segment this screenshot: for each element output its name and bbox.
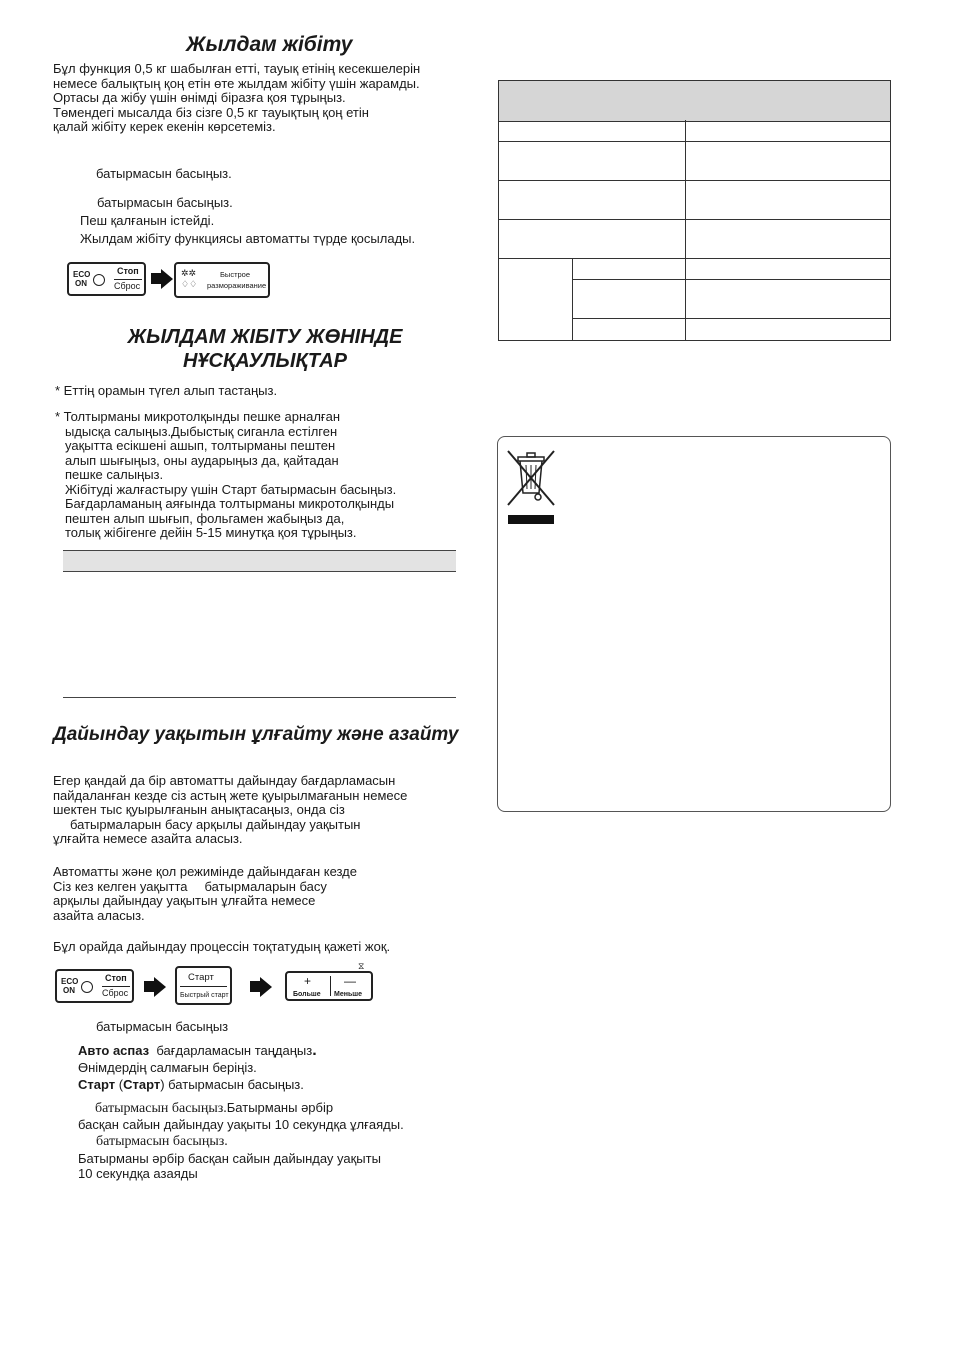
step-2: батырмасын басыңыз.: [97, 195, 233, 210]
intro-line: қалай жібіту керек екенін көрсетеміз.: [53, 119, 276, 134]
intro-text: [53, 62, 420, 135]
step2-4: Старт (Старт) батырмасын басыңыз.: [78, 1077, 304, 1092]
arrow-head: [161, 269, 173, 289]
step2-6: батырмасын басыңыз.: [96, 1134, 228, 1149]
step-3: Пеш қалғанын істейді.: [80, 213, 215, 228]
paragraph-1: Егер қандай да бір автоматты дайындау бағдарламасын пайдаланған кезде сіз астың жете қуырылмағанын немесе шектен тыс қуырылғанын анықтасаңыз, онда сіз батырмаларын басу арқылы дайындау уақытын ұлғайта немесе азайта аласыз.: [53, 773, 408, 846]
drop-icon: ♢♢: [181, 279, 198, 289]
quick-defrost-button-icon: ✲✲ ♢♢ Быстрое размораживание: [174, 262, 270, 298]
instructions-title: ЖЫЛДАМ ЖІБІТУ ЖӨНІНДЕ НҰСҚАУЛЫҚТАР: [127, 326, 403, 372]
note-1: * Еттің орамын түгел алып тастаңыз.: [55, 383, 278, 398]
paragraph-3: Бұл орайда дайындау процессін тоқтатудың қажеті жоқ.: [53, 939, 391, 954]
table-col-rule: [572, 258, 573, 341]
step2-5: батырмасын басыңыз.Батырманы әрбір: [95, 1100, 334, 1116]
table-rule: [498, 141, 891, 142]
crossed-bin-icon: [504, 447, 558, 527]
step2-7: Батырманы әрбір басқан сайын дайындау уақыты: [78, 1151, 381, 1166]
table-rule: [572, 318, 891, 319]
stop-reset-button-icon: ECO ON Стоп Сброс: [55, 969, 134, 1003]
table-header: [499, 81, 890, 122]
table-header-band: [63, 550, 456, 572]
table-rule: [498, 258, 891, 259]
intro-line: Ортасы да жібу үшін өнімді біразға қоя тұрыңыз.: [53, 90, 346, 105]
intro-line: немесе балықтың қоң етін өте жылдам жібіту үшін жарамды.: [53, 75, 420, 91]
page-title: Жылдам жібіту: [186, 33, 353, 56]
paragraph-2: Автоматты және қол режимінде дайындаған кезде Сіз кез келген уақытта батырмаларын басу арқылы дайындау уақытын ұлғайта немесе азайта аласыз.: [53, 864, 358, 923]
eco-icon: [81, 981, 93, 993]
arrow-head: [154, 977, 166, 997]
step2-8: 10 секундқа азаяды: [78, 1166, 198, 1181]
stop-reset-button-icon: ECO ON Стоп Сброс: [67, 262, 146, 296]
snowflake-icon: ✲✲: [181, 268, 197, 278]
step-1: батырмасын басыңыз.: [96, 166, 232, 181]
step2-2: Авто аспаз бағдарламасын таңдаңыз.: [78, 1042, 317, 1059]
timer-icon: ⧖: [358, 961, 365, 971]
step2-1: батырмасын басыңыз: [96, 1019, 229, 1034]
start-button-icon: Старт Быстрый старт: [175, 966, 232, 1005]
arrow-head: [260, 977, 272, 997]
intro-line: Бұл функция 0,5 кг шабылған етті, тауық етінің кесекшелерін: [53, 61, 421, 76]
table-rule: [498, 180, 891, 181]
defrost-table: [498, 80, 891, 341]
table-rule: [498, 219, 891, 220]
intro-line: Төмендегі мысалда біз сізге 0,5 кг тауықтың қоң етін: [53, 104, 369, 120]
section-title: Дайындау уақытын ұлғайту және азайту: [53, 724, 459, 745]
table-col-rule: [685, 120, 686, 341]
table-rule: [572, 279, 891, 280]
eco-icon: [93, 274, 105, 286]
note-2: * Толтырманы микротолқынды пешке арналған ыдысқа салыңыз.Дыбыстық сиганла естілген уақытта есікшені ашып, толтырманы пештен алып шығыңыз, оны аударыңыз да, қайтадан пешке салыңыз. Жібітуді жалғастыру үшін Старт батырмасын басыңыз. Бағдарламаның аяғында толтырманы микротолқынды пештен алып шығып, фольгамен жабыңыз да, толық жібігенге дейін 5-15 минутқа қоя тұрыңыз.: [55, 409, 397, 540]
divider: [63, 697, 456, 698]
step-4: Жылдам жібіту функциясы автоматты түрде қосылады.: [80, 231, 416, 246]
step2-3: Өнімдердің салмағын беріңіз.: [78, 1060, 257, 1075]
more-less-button-icon: + — Больше Меньше: [285, 971, 373, 1001]
weee-notice-box: [497, 436, 891, 812]
step2-5b: басқан сайын дайындау уақыты 10 секундқа ұлғаяды.: [78, 1117, 404, 1132]
